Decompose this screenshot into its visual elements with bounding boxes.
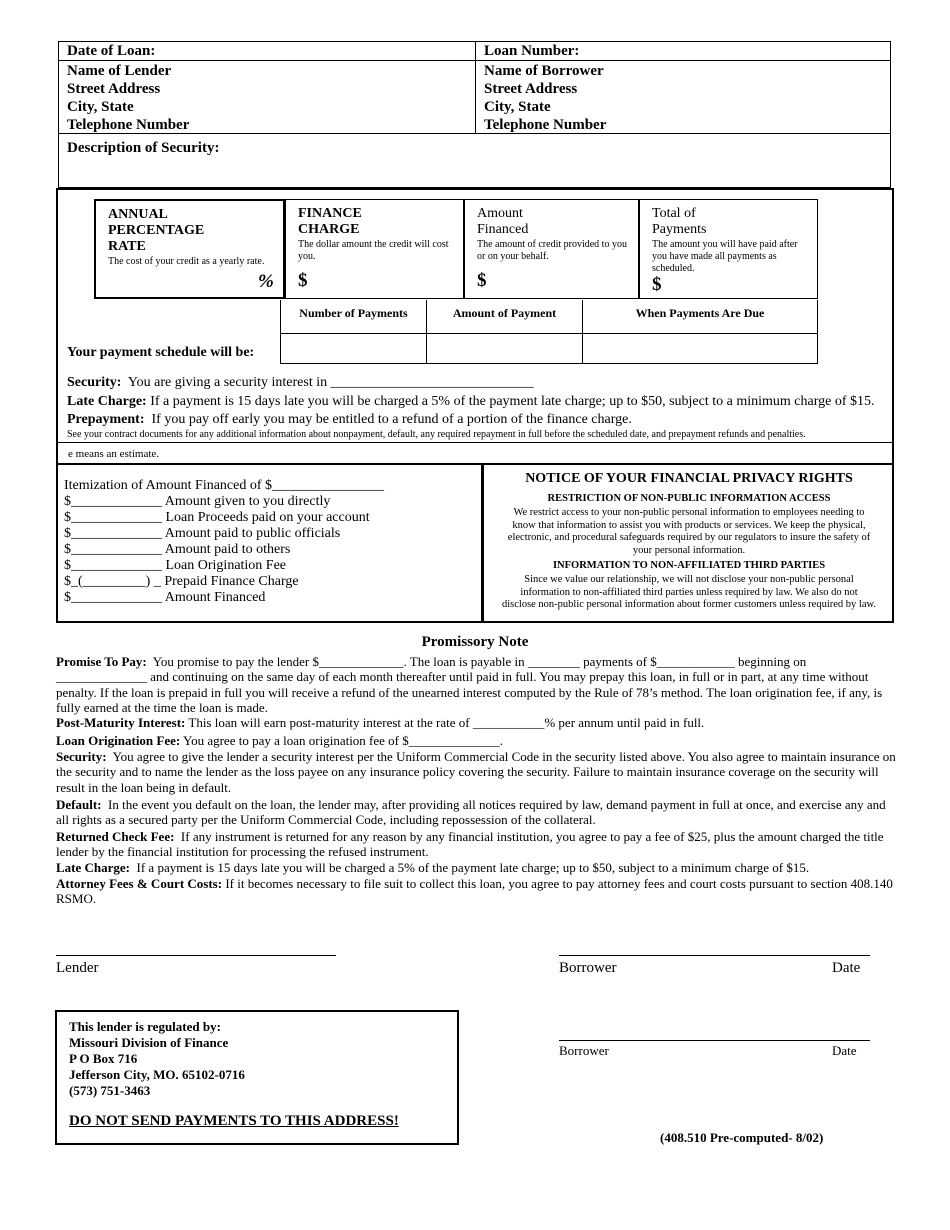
amount-financed-title-1: Amount xyxy=(477,206,523,221)
privacy-p2-line: disclose non-public personal information about former customers unless required by law. xyxy=(501,599,877,610)
total-payments-title-2: Payments xyxy=(652,222,707,237)
late-charge-label: Late Charge: xyxy=(67,394,147,409)
post-maturity-label: Post-Maturity Interest: xyxy=(56,715,186,730)
itemization-line: $_____________ Amount paid to public officials xyxy=(64,526,341,541)
regulator-po-box: P O Box 716 xyxy=(69,1051,138,1066)
post-maturity-text: This loan will earn post-maturity interest at the rate of ___________% per annum until paid in full. xyxy=(188,715,705,730)
note-security-label: Security: xyxy=(56,749,107,764)
borrower-signature-label-2: Borrower xyxy=(559,1043,609,1058)
finance-charge-box xyxy=(285,199,464,299)
apr-title-3: RATE xyxy=(108,239,146,254)
privacy-p1-line: your personal information. xyxy=(632,544,746,556)
schedule-header-amount: Amount of Payment xyxy=(426,300,582,333)
estimate-note: e means an estimate. xyxy=(68,448,160,460)
amount-financed-dollar: $ xyxy=(477,270,487,291)
schedule-header-number: Number of Payments xyxy=(280,300,426,333)
itemization-title: Itemization of Amount Financed of $________________ xyxy=(64,478,385,493)
privacy-paragraph-1 xyxy=(488,507,890,557)
attorney-fees-label: Attorney Fees & Court Costs: xyxy=(56,876,223,891)
promise-to-pay-paragraph xyxy=(56,654,896,715)
borrower-street: Street Address xyxy=(484,81,578,97)
lender-street: Street Address xyxy=(67,81,161,97)
promise-text: You promise to pay the lender $_____________. The loan is payable in ________ payments of $____________ beginning on ______________ and continuing on the same day of each month thereafter until paid in full. You may prepay this loan, in full or in part, at any time without penalty. If the loan is prepaid in full you will receive a refund of the unearned interest computed by the Rule of 78’s method. The loan origination fee, if any, is fully earned at the time the loan is made. xyxy=(56,654,883,715)
default-paragraph xyxy=(56,797,896,828)
total-payments-dollar: $ xyxy=(652,274,662,295)
borrower-signature-label-1: Borrower xyxy=(559,960,617,976)
apr-title-2: PERCENTAGE xyxy=(108,223,205,238)
finance-charge-desc: The dollar amount the credit will cost you. xyxy=(298,239,449,262)
lender-phone: Telephone Number xyxy=(67,117,190,133)
returned-check-text: If any instrument is returned for any reason by any financial institution, you agree to pay a fee of $25, plus the amount charged the title lender by the financial institution for processing the refused instrument. xyxy=(56,829,884,860)
schedule-number-cell[interactable] xyxy=(280,333,426,364)
itemization-line: $_____________ Amount given to you directly xyxy=(64,494,331,509)
schedule-amount-cell[interactable] xyxy=(426,333,582,364)
description-of-security-label: Description of Security: xyxy=(67,140,220,156)
schedule-when-cell[interactable] xyxy=(582,333,818,364)
apr-box xyxy=(94,199,285,299)
amount-financed-title-2: Financed xyxy=(477,222,529,237)
privacy-paragraph-2 xyxy=(488,574,890,612)
payment-schedule-label: Your payment schedule will be: xyxy=(67,345,255,360)
borrower-info xyxy=(484,62,606,134)
privacy-p2-line: information to non-affiliated third parties unless required by law. We also do not xyxy=(520,586,858,598)
borrower-signature-line-2[interactable] xyxy=(559,1040,870,1041)
prepayment-label: Prepayment: xyxy=(67,412,145,427)
itemization-line: $_____________ Amount paid to others xyxy=(64,542,291,557)
truth-in-lending-disclosure xyxy=(56,188,894,465)
finance-charge-dollar: $ xyxy=(298,270,308,291)
attorney-fees-text: If it becomes necessary to file suit to collect this loan, you agree to pay attorney fees and court costs pursuant to section 408.140 RSMO. xyxy=(56,876,893,907)
loan-header-table xyxy=(58,41,891,188)
itemization-line: $_____________ Loan Origination Fee xyxy=(64,558,287,573)
total-payments-box xyxy=(639,199,818,299)
total-payments-title-1: Total of xyxy=(652,206,696,221)
privacy-heading-restriction: RESTRICTION OF NON-PUBLIC INFORMATION ACCESS xyxy=(547,493,831,504)
note-late-charge-label: Late Charge: xyxy=(56,860,131,875)
returned-check-label: Returned Check Fee: xyxy=(56,829,175,844)
total-payments-desc: The amount you will have paid after you have made all payments as scheduled. xyxy=(652,239,798,274)
regulator-box xyxy=(55,1010,459,1145)
privacy-notice-title: NOTICE OF YOUR FINANCIAL PRIVACY RIGHTS xyxy=(525,471,853,486)
default-label: Default: xyxy=(56,797,102,812)
borrower-phone: Telephone Number xyxy=(484,117,607,133)
borrower-city: City, State xyxy=(484,99,551,115)
returned-check-paragraph xyxy=(56,829,896,860)
prepayment-text: If you pay off early you may be entitled to a refund of a portion of the finance charge. xyxy=(151,412,632,427)
security-text: You are giving a security interest in _____________________________ xyxy=(127,375,534,390)
security-label: Security: xyxy=(67,375,122,390)
lender-city: City, State xyxy=(67,99,134,115)
regulator-city: Jefferson City, MO. 65102-0716 xyxy=(69,1067,245,1082)
itemization-line: $_____________ Amount Financed xyxy=(64,590,266,605)
origination-fee-paragraph xyxy=(56,733,896,748)
apr-desc: The cost of your credit as a yearly rate. xyxy=(108,256,265,267)
regulator-intro: This lender is regulated by: xyxy=(69,1019,221,1034)
lender-signature-line[interactable] xyxy=(56,955,336,956)
finance-charge-title-2: CHARGE xyxy=(298,222,360,237)
form-code: (408.510 Pre-computed- 8/02) xyxy=(660,1130,824,1145)
payment-schedule-table xyxy=(280,300,818,364)
itemization-privacy-row xyxy=(56,463,894,623)
late-charge-text: If a payment is 15 days late you will be charged a 5% of the payment late charge; up to $50, subject to a minimum charge of $15. xyxy=(150,394,875,409)
origination-fee-text: You agree to pay a loan origination fee of $______________. xyxy=(183,733,504,748)
do-not-send-warning: DO NOT SEND PAYMENTS TO THIS ADDRESS! xyxy=(69,1113,399,1129)
percent-symbol: % xyxy=(258,271,274,292)
note-security-text: You agree to give the lender a security interest per the Uniform Commercial Code in the security listed above. You also agree to maintain insurance on the security and to name the lender as the loss payee on any insurance policy covering the security. Failure to maintain insurance coverage on the security will result in the loan being in default. xyxy=(56,749,896,795)
itemization-line: $_(_________) _ Prepaid Finance Charge xyxy=(64,574,299,589)
itemization-line: $_____________ Loan Proceeds paid on your account xyxy=(64,510,370,525)
security-line xyxy=(67,375,534,391)
note-security-paragraph xyxy=(56,749,896,795)
amount-financed-desc: The amount of credit provided to you or on your behalf. xyxy=(477,239,627,262)
finance-charge-title-1: FINANCE xyxy=(298,206,362,221)
promissory-note-title: Promissory Note xyxy=(421,634,529,650)
contract-note: See your contract documents for any additional information about nonpayment, default, any required repayment in full before the scheduled date, and prepayment refunds and penalties. xyxy=(67,429,806,440)
privacy-p1-line: We restrict access to your non-public personal information to employees needing to xyxy=(513,507,865,518)
lender-info xyxy=(67,62,189,134)
privacy-heading-third-parties: INFORMATION TO NON-AFFILIATED THIRD PARTIES xyxy=(552,560,826,571)
regulator-info xyxy=(69,1019,445,1099)
attorney-fees-paragraph xyxy=(56,876,896,907)
prepayment-line xyxy=(67,412,632,428)
lender-name: Name of Lender xyxy=(67,63,172,79)
privacy-p1-line: electronic, and procedural safeguards required by our regulators to insure the safety of xyxy=(507,532,871,543)
note-late-charge-text: If a payment is 15 days late you will be charged a 5% of the payment late charge; up to $50, subject to a minimum charge of $15. xyxy=(136,860,810,875)
borrower-name: Name of Borrower xyxy=(484,63,604,79)
schedule-header-when: When Payments Are Due xyxy=(582,300,818,333)
apr-title-1: ANNUAL xyxy=(108,207,168,222)
privacy-p2-line: Since we value our relationship, we will not disclose your non-public personal xyxy=(524,574,854,585)
promise-label: Promise To Pay: xyxy=(56,654,147,669)
regulator-phone: (573) 751-3463 xyxy=(69,1083,151,1098)
default-text: In the event you default on the loan, the lender may, after providing all notices required by law, demand payment in full at once, and exercise any and all rights as a secured party per the Uniform Commercial Code, including repossession of the collateral. xyxy=(56,797,886,828)
regulator-name: Missouri Division of Finance xyxy=(69,1035,229,1050)
late-charge-line xyxy=(67,394,875,410)
loan-number-label: Loan Number: xyxy=(484,43,580,59)
lender-signature-label: Lender xyxy=(56,960,99,976)
date-label-2: Date xyxy=(832,1043,857,1058)
note-late-charge-paragraph xyxy=(56,860,896,875)
amount-financed-box xyxy=(464,199,639,299)
date-label-1: Date xyxy=(832,960,861,976)
date-of-loan-label: Date of Loan: xyxy=(67,43,156,59)
borrower-signature-line-1[interactable] xyxy=(559,955,870,956)
origination-fee-label: Loan Origination Fee: xyxy=(56,733,181,748)
privacy-p1-line: know that information to assist you with products or services. We keep the physical, xyxy=(512,519,866,531)
post-maturity-paragraph xyxy=(56,715,896,730)
